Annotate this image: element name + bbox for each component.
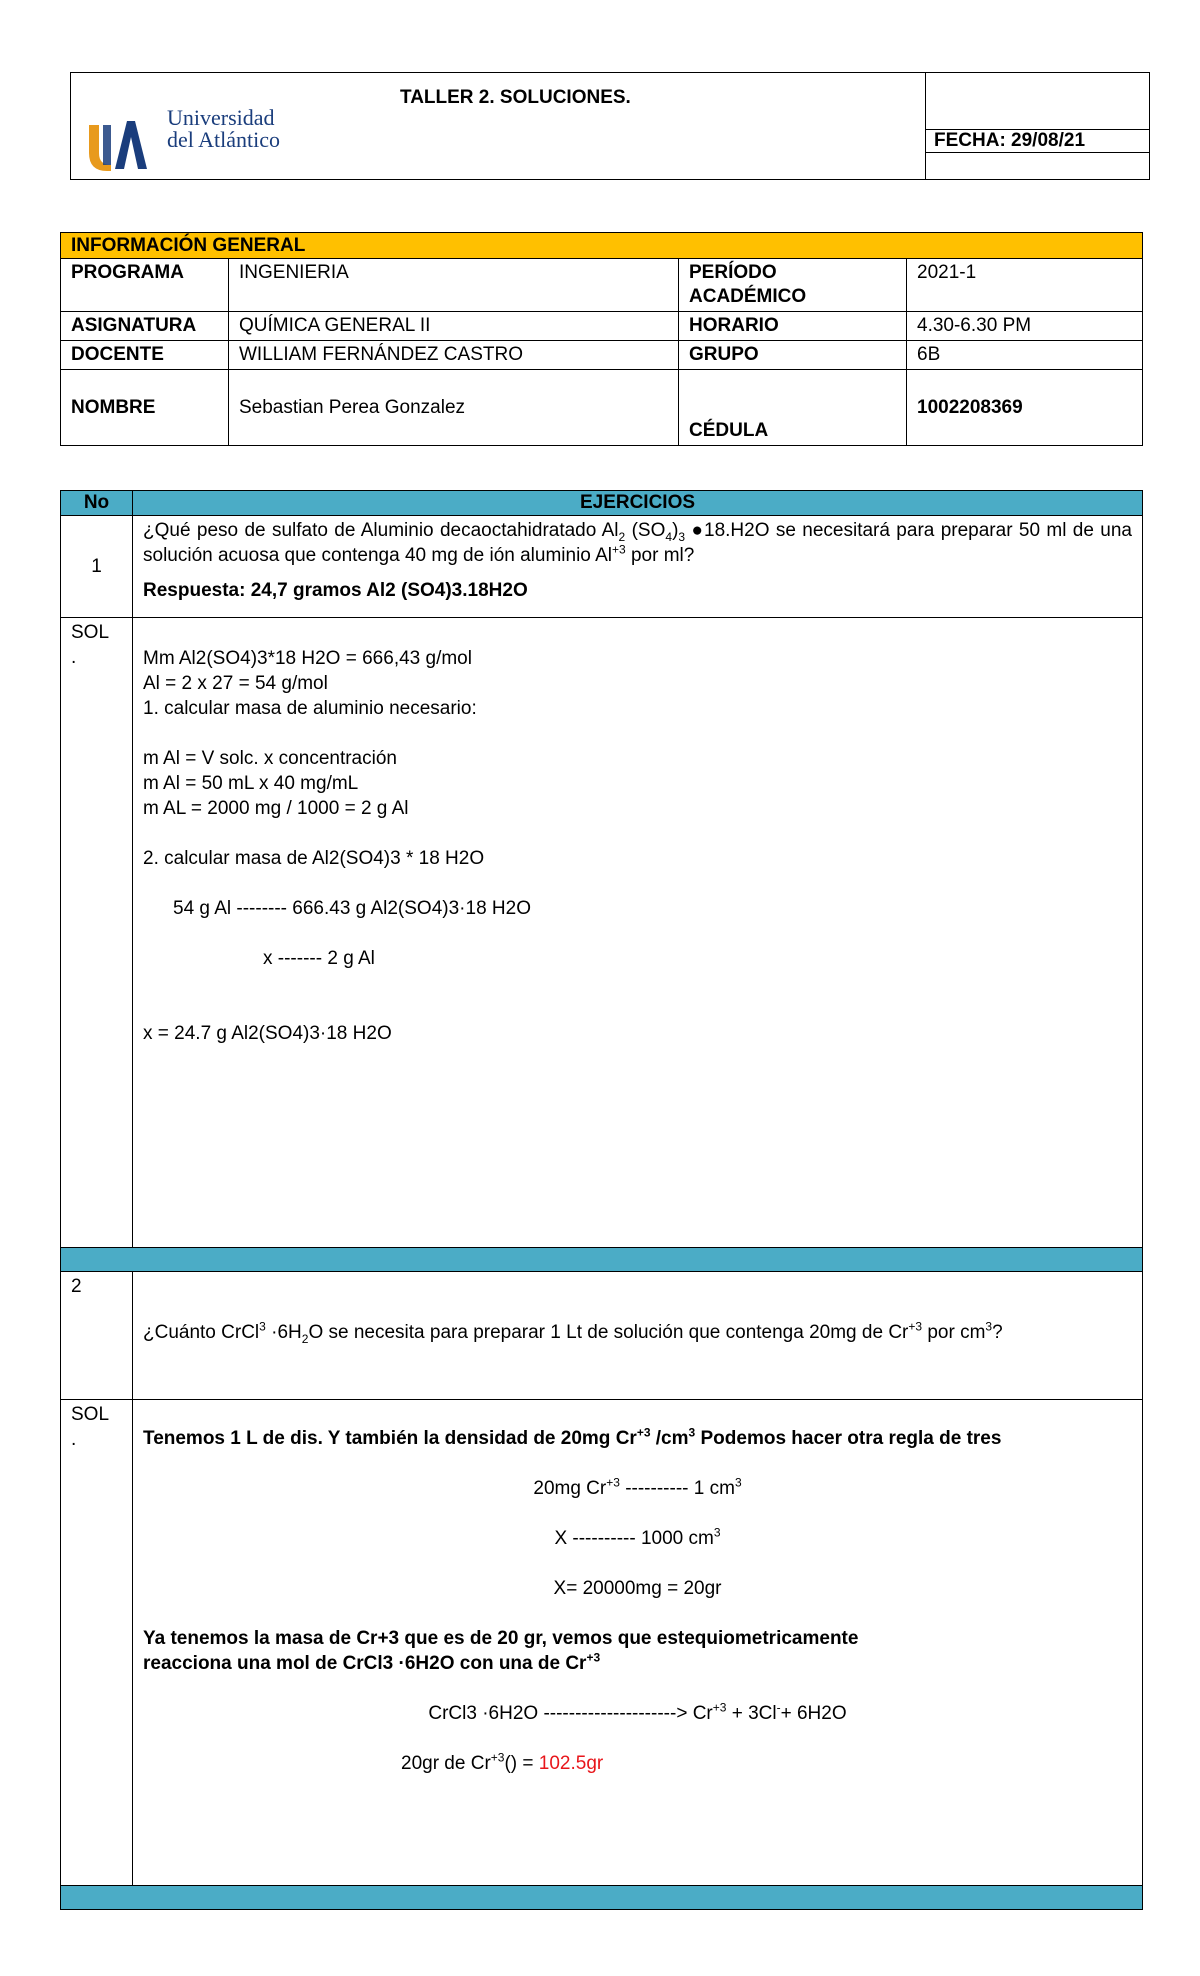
info-row-asignatura — [61, 312, 1143, 341]
asignatura-label: ASIGNATURA — [61, 312, 229, 341]
nombre-label: NOMBRE — [61, 370, 229, 446]
docente-value: WILLIAM FERNÁNDEZ CASTRO — [229, 341, 679, 370]
exercise-2-number: 2 — [61, 1272, 133, 1400]
sol2-result: 20gr de $Cr^{+3}() = 102.5gr$ — [401, 1750, 604, 1774]
separator-bar — [61, 1248, 1143, 1272]
exercise-2-question-cell — [133, 1272, 1143, 1400]
exercise-1-question-cell — [133, 516, 1143, 618]
exercise-2-solution — [133, 1400, 1143, 1886]
exercises-header-row — [61, 491, 1143, 516]
sol1-line-6: m AL = 2000 mg / 1000 = 2 g Al — [143, 798, 409, 819]
university-name — [167, 107, 280, 151]
sol1-line-10: x = 24.7 g Al2(SO4)3·18 H2O — [143, 1023, 392, 1044]
exercise-1-solution — [133, 618, 1143, 1248]
nombre-value: Sebastian Perea Gonzalez — [229, 370, 679, 446]
sol1-line-1: Mm Al2(SO4)3*18 H2O = 666,43 g/mol — [143, 648, 472, 669]
info-table — [60, 232, 1143, 446]
fecha-field: FECHA: 29/08/21 — [926, 129, 1149, 153]
sol1-line-5: m Al = 50 mL x 40 mg/mL — [143, 773, 359, 794]
exercise-2-sol-label: SOL . — [61, 1400, 133, 1886]
info-section-title: INFORMACIÓN GENERAL — [61, 233, 1143, 259]
exercise-1-row — [61, 516, 1143, 618]
horario-value: 4.30-6.30 PM — [907, 312, 1143, 341]
grupo-value: 6B — [907, 341, 1143, 370]
page-title: TALLER 2. SOLUCIONES. — [400, 87, 631, 108]
info-row-nombre — [61, 370, 1143, 446]
info-row-programa — [61, 259, 1143, 312]
programa-value: INGENIERIA — [229, 259, 679, 312]
university-line-1: Universidad — [167, 105, 275, 130]
asignatura-value: QUÍMICA GENERAL II — [229, 312, 679, 341]
horario-label: HORARIO — [679, 312, 907, 341]
info-row-docente — [61, 341, 1143, 370]
separator-row-1 — [61, 1248, 1143, 1272]
sol1-line-3: 1. calcular masa de aluminio necesario: — [143, 698, 477, 719]
cedula-label: CÉDULA — [679, 370, 907, 446]
sol1-line-2: Al = 2 x 27 = 54 g/mol — [143, 673, 328, 694]
sol1-line-7: 2. calcular masa de Al2(SO4)3 * 18 H2O — [143, 848, 485, 869]
sol2-equation: CrCl3 ·6H2O ---------------------> $Cr^{+3} + 3Cl^-+ 6H2O$ — [428, 1700, 847, 1724]
sol1-line-4: m Al = V solc. x concentración — [143, 748, 397, 769]
sol2-rule-line-3: X= 20000mg = 20gr — [553, 1578, 722, 1599]
sol2-result-value: 102.5gr — [538, 1753, 604, 1774]
exercise-1-solution-row — [61, 618, 1143, 1248]
periodo-value: 2021-1 — [907, 259, 1143, 312]
exercises-table — [60, 490, 1143, 1910]
docente-label: DOCENTE — [61, 341, 229, 370]
sol2-rule-line-1: 20mg $Cr^{+3}$ ---------- 1 $cm^3$ — [533, 1475, 742, 1499]
col-ejercicios-header: EJERCICIOS — [133, 491, 1143, 516]
periodo-label: PERÍODO ACADÉMICO — [679, 259, 907, 312]
university-line-2: del Atlántico — [167, 127, 281, 152]
sol1-line-8: 54 g Al -------- 666.43 g Al2(SO4)3·18 H2O — [173, 898, 531, 919]
exercise-1-question: ¿Qué peso de sulfato de Aluminio decaoctahidratado $Al_2$ $(SO_4)_3$ ●18.H2O se necesitará para preparar 50 ml de una solución acuosa que contenga 40 mg de ión aluminio $Al^{+3}$ por ml? — [143, 520, 1132, 566]
grupo-label: GRUPO — [679, 341, 907, 370]
exercise-2-solution-row — [61, 1400, 1143, 1886]
info-header-row — [61, 233, 1143, 259]
cedula-value: 1002208369 — [907, 370, 1143, 446]
exercise-1-answer: Respuesta: 24,7 gramos Al2 (SO4)3.18H2O — [143, 580, 528, 601]
sol2-paragraph-line-2: reacciona una mol de CrCl3 ·6H2O con una de $Cr^{+3}$ — [143, 1650, 601, 1674]
programa-label: PROGRAMA — [61, 259, 229, 312]
fecha-column — [925, 73, 1149, 179]
exercise-2-question: ¿Cuánto CrCl$^3$ $\cdot 6H_2O$ se necesita para preparar 1 Lt de solución que contenga 20mg de $Cr^{+3}$ por $cm^3$? — [143, 1319, 1003, 1346]
sol2-intro: Tenemos 1 L de dis. Y también la densidad de 20mg $Cr^{+3}$ $/cm^3$ Podemos hacer otra regla de tres — [143, 1425, 1002, 1449]
separator-bar — [61, 1886, 1143, 1910]
col-no-header: No — [61, 491, 133, 516]
sol2-paragraph-line-1: Ya tenemos la masa de Cr+3 que es de 20 gr, vemos que estequiometricamente — [143, 1628, 859, 1649]
sol1-line-9: x ------- 2 g Al — [263, 948, 375, 969]
exercise-1-number: 1 — [61, 516, 133, 618]
sol2-rule-line-2: X ---------- 1000 $cm^3$ — [554, 1525, 721, 1549]
separator-row-2 — [61, 1886, 1143, 1910]
exercise-2-row — [61, 1272, 1143, 1400]
exercise-1-sol-label: SOL . — [61, 618, 133, 1248]
